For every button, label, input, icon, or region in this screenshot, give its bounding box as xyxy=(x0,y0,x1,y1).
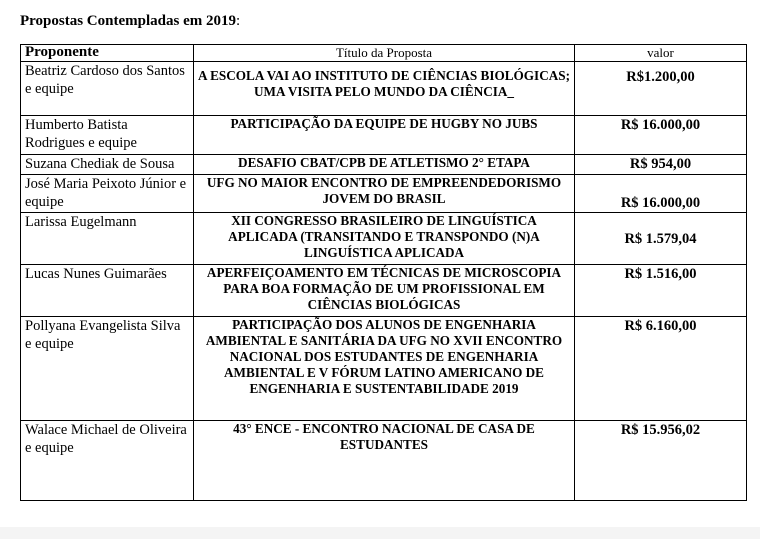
header-titulo: Título da Proposta xyxy=(194,45,575,62)
cell-titulo: PARTICIPAÇÃO DOS ALUNOS DE ENGENHARIA AMBIENTAL E SANITÁRIA DA UFG NO XVII ENCONTRO NACIONAL DOS ESTUDANTES DE ENGENHARIA AMBIENTAL E V FÓRUM LATINO AMERICANO DE ENGENHARIA E SUSTENTABILIDADE 2019 xyxy=(194,317,575,421)
page-bottom-band xyxy=(0,527,760,539)
cell-proponente: Humberto Batista Rodrigues e equipe xyxy=(21,116,194,155)
page-title xyxy=(20,12,240,30)
proposals-table xyxy=(20,44,747,501)
table-row xyxy=(21,175,747,213)
cell-titulo: 43° ENCE - ENCONTRO NACIONAL DE CASA DE ESTUDANTES xyxy=(194,421,575,501)
table-row xyxy=(21,62,747,116)
table-header-row xyxy=(21,45,747,62)
table-row xyxy=(21,155,747,175)
page-title-colon: : xyxy=(235,13,241,29)
table-row xyxy=(21,265,747,317)
cell-valor: R$ 954,00 xyxy=(575,155,747,175)
cell-proponente: Beatriz Cardoso dos Santos e equipe xyxy=(21,62,194,116)
cell-valor: R$ 15.956,02 xyxy=(575,421,747,501)
cell-proponente: Lucas Nunes Guimarães xyxy=(21,265,194,317)
table-row xyxy=(21,317,747,421)
cell-titulo: UFG NO MAIOR ENCONTRO DE EMPREENDEDORISMO JOVEM DO BRASIL xyxy=(194,175,575,213)
table-row xyxy=(21,421,747,501)
page-title-text: Propostas Contempladas em 2019 xyxy=(20,13,236,29)
cell-proponente: Pollyana Evangelista Silva e equipe xyxy=(21,317,194,421)
table-row xyxy=(21,116,747,155)
cell-valor: R$ 6.160,00 xyxy=(575,317,747,421)
cell-proponente: Suzana Chediak de Sousa xyxy=(21,155,194,175)
header-valor: valor xyxy=(575,45,747,62)
cell-titulo: DESAFIO CBAT/CPB DE ATLETISMO 2° ETAPA xyxy=(194,155,575,175)
header-proponente: Proponente xyxy=(21,45,194,62)
cell-valor: R$ 16.000,00 xyxy=(575,116,747,155)
cell-valor: R$ 16.000,00 xyxy=(575,175,747,213)
cell-valor: R$ 1.579,04 xyxy=(575,213,747,265)
cell-valor: R$ 1.516,00 xyxy=(575,265,747,317)
cell-valor: R$1.200,00 xyxy=(575,62,747,116)
cell-titulo: PARTICIPAÇÃO DA EQUIPE DE HUGBY NO JUBS xyxy=(194,116,575,155)
cell-titulo: APERFEIÇOAMENTO EM TÉCNICAS DE MICROSCOPIA PARA BOA FORMAÇÃO DE UM PROFISSIONAL EM CIÊNCIAS BIOLÓGICAS xyxy=(194,265,575,317)
cell-proponente: José Maria Peixoto Júnior e equipe xyxy=(21,175,194,213)
cell-proponente: Walace Michael de Oliveira e equipe xyxy=(21,421,194,501)
cell-proponente: Larissa Eugelmann xyxy=(21,213,194,265)
cell-titulo: A ESCOLA VAI AO INSTITUTO DE CIÊNCIAS BIOLÓGICAS; UMA VISITA PELO MUNDO DA CIÊNCIA_ xyxy=(194,62,575,116)
table-row xyxy=(21,213,747,265)
cell-titulo: XII CONGRESSO BRASILEIRO DE LINGUÍSTICA APLICADA (TRANSITANDO E TRANSPONDO (N)A LINGUÍSTICA APLICADA xyxy=(194,213,575,265)
